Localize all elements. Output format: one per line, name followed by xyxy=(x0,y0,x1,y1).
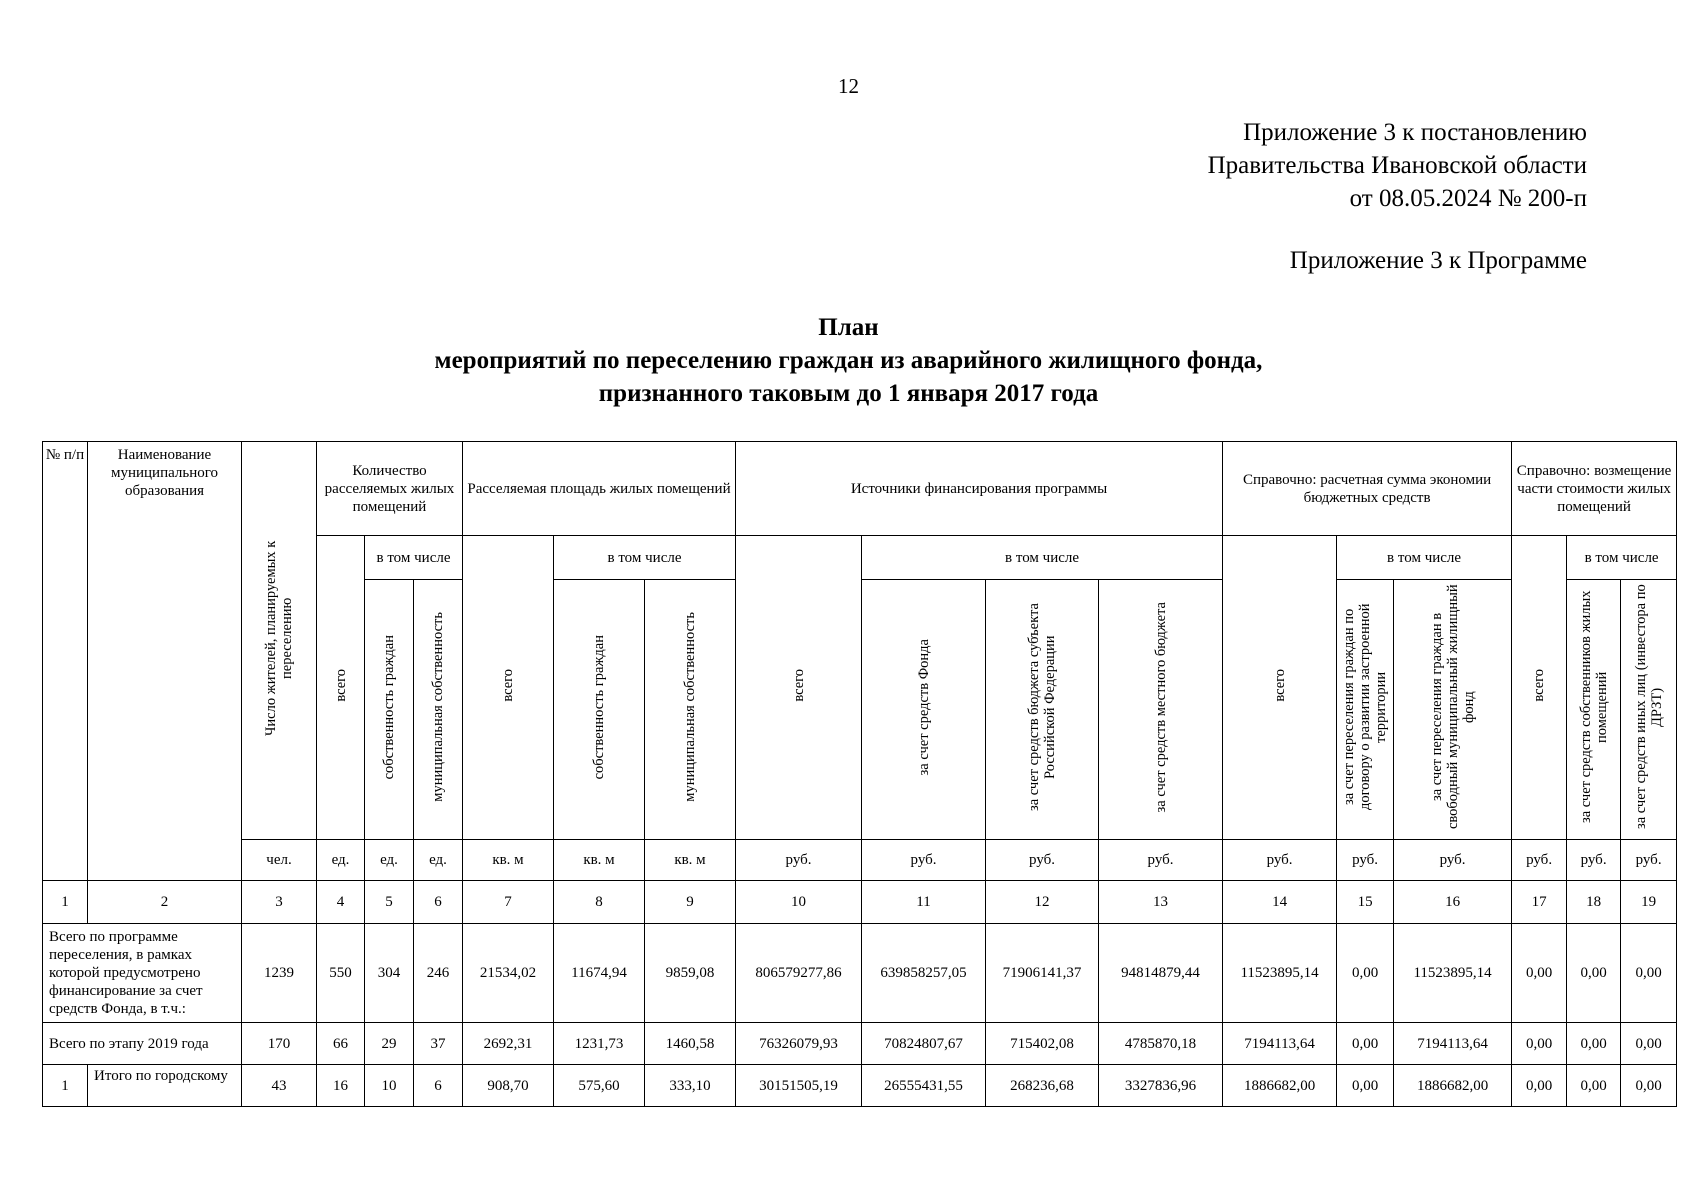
header-premises-group: Количество расселяемых жилых помещений xyxy=(317,442,463,536)
row-value: 66 xyxy=(317,1023,365,1065)
header-reimbursement-group: Справочно: возмещение части стоимости жилых помещений xyxy=(1512,442,1677,536)
row-value: 11523895,14 xyxy=(1223,924,1337,1023)
row-value: 0,00 xyxy=(1512,1023,1567,1065)
row-value: 76326079,93 xyxy=(736,1023,862,1065)
unit-cell: кв. м xyxy=(463,840,554,881)
header-reimbursement-other: за счет средств иных лиц (инвестора по ДРЗТ) xyxy=(1621,580,1677,840)
column-number: 12 xyxy=(986,881,1099,924)
row-label: Всего по программе переселения, в рамках которой предусмотрено финансирование за счет средств Фонда, в т.ч.: xyxy=(43,924,242,1023)
table-row-program-total xyxy=(43,924,1677,1023)
row-value: 0,00 xyxy=(1512,924,1567,1023)
row-value: 3327836,96 xyxy=(1099,1065,1223,1107)
row-value: 9859,08 xyxy=(645,924,736,1023)
header-area-group: Расселяемая площадь жилых помещений xyxy=(463,442,736,536)
unit-cell: руб. xyxy=(1567,840,1621,881)
column-number: 8 xyxy=(554,881,645,924)
row-value: 7194113,64 xyxy=(1394,1023,1512,1065)
row-value: 7194113,64 xyxy=(1223,1023,1337,1065)
row-value: 170 xyxy=(242,1023,317,1065)
row-value: 94814879,44 xyxy=(1099,924,1223,1023)
header-municipality: Наименование муниципального образования xyxy=(88,442,242,881)
unit-cell: руб. xyxy=(1223,840,1337,881)
row-value: 0,00 xyxy=(1621,924,1677,1023)
table-row-city-total xyxy=(43,1065,1677,1107)
row-value: 550 xyxy=(317,924,365,1023)
row-value: 43 xyxy=(242,1065,317,1107)
unit-cell: руб. xyxy=(736,840,862,881)
row-value: 71906141,37 xyxy=(986,924,1099,1023)
column-number: 4 xyxy=(317,881,365,924)
unit-cell: кв. м xyxy=(645,840,736,881)
row-value: 908,70 xyxy=(463,1065,554,1107)
unit-cell: ед. xyxy=(414,840,463,881)
unit-cell: руб. xyxy=(1621,840,1677,881)
row-number: 1 xyxy=(43,1065,88,1107)
unit-cell: чел. xyxy=(242,840,317,881)
column-number: 1 xyxy=(43,881,88,924)
header-reimbursement-owners: за счет средств собственников жилых помещений xyxy=(1567,580,1621,840)
resettlement-plan-table xyxy=(42,441,1677,1107)
row-value: 0,00 xyxy=(1512,1065,1567,1107)
row-value: 715402,08 xyxy=(986,1023,1099,1065)
row-value: 0,00 xyxy=(1337,1065,1394,1107)
header-economy-free-fund: за счет переселения граждан в свободный муниципальный жилищный фонд xyxy=(1394,580,1512,840)
row-value: 11674,94 xyxy=(554,924,645,1023)
page-number: 12 xyxy=(838,74,859,98)
row-label: Итого по городскому xyxy=(88,1065,242,1107)
column-number: 19 xyxy=(1621,881,1677,924)
unit-cell: руб. xyxy=(1337,840,1394,881)
unit-cell: руб. xyxy=(1394,840,1512,881)
row-value: 21534,02 xyxy=(463,924,554,1023)
row-value: 246 xyxy=(414,924,463,1023)
column-numbers-row xyxy=(43,881,1677,924)
header-area-total: всего xyxy=(463,536,554,840)
row-value: 0,00 xyxy=(1567,1023,1621,1065)
row-value: 806579277,86 xyxy=(736,924,862,1023)
row-value: 304 xyxy=(365,924,414,1023)
appendix-line-1: Приложение 3 к постановлению xyxy=(1243,119,1587,146)
column-number: 11 xyxy=(862,881,986,924)
row-value: 0,00 xyxy=(1567,924,1621,1023)
header-economy-development: за счет переселения граждан по договору о развитии застроенной территории xyxy=(1337,580,1394,840)
row-value: 0,00 xyxy=(1621,1065,1677,1107)
column-number: 14 xyxy=(1223,881,1337,924)
column-number: 15 xyxy=(1337,881,1394,924)
header-funding-local-budget: за счет средств местного бюджета xyxy=(1099,580,1223,840)
row-value: 0,00 xyxy=(1337,1023,1394,1065)
title-line-3: признанного таковым до 1 января 2017 года xyxy=(598,380,1099,407)
header-premises-including: в том числе xyxy=(365,536,463,580)
unit-cell: руб. xyxy=(986,840,1099,881)
row-value: 1886682,00 xyxy=(1223,1065,1337,1107)
header-economy-total: всего xyxy=(1223,536,1337,840)
row-value: 2692,31 xyxy=(463,1023,554,1065)
column-number: 17 xyxy=(1512,881,1567,924)
column-number: 13 xyxy=(1099,881,1223,924)
header-reimbursement-total: всего xyxy=(1512,536,1567,840)
row-value: 1460,58 xyxy=(645,1023,736,1065)
header-funding-group: Источники финансирования программы xyxy=(736,442,1223,536)
row-value: 1239 xyxy=(242,924,317,1023)
appendix-line-3: от 08.05.2024 № 200-п xyxy=(1349,185,1587,212)
header-economy-group: Справочно: расчетная сумма экономии бюджетных средств xyxy=(1223,442,1512,536)
header-funding-total: всего xyxy=(736,536,862,840)
column-number: 6 xyxy=(414,881,463,924)
column-number: 2 xyxy=(88,881,242,924)
header-funding-including: в том числе xyxy=(862,536,1223,580)
unit-cell: ед. xyxy=(365,840,414,881)
row-value: 639858257,05 xyxy=(862,924,986,1023)
title-line-2: мероприятий по переселению граждан из аварийного жилищного фонда, xyxy=(434,347,1263,374)
units-row xyxy=(43,840,1677,881)
header-funding-subject-budget: за счет средств бюджета субъекта Российской Федерации xyxy=(986,580,1099,840)
row-label: Всего по этапу 2019 года xyxy=(43,1023,242,1065)
row-value: 0,00 xyxy=(1621,1023,1677,1065)
row-value: 4785870,18 xyxy=(1099,1023,1223,1065)
unit-cell: руб. xyxy=(862,840,986,881)
header-premises-municipal: муниципальная собственность xyxy=(414,580,463,840)
column-number: 3 xyxy=(242,881,317,924)
column-number: 9 xyxy=(645,881,736,924)
unit-cell: кв. м xyxy=(554,840,645,881)
row-value: 30151505,19 xyxy=(736,1065,862,1107)
unit-cell: ед. xyxy=(317,840,365,881)
column-number: 7 xyxy=(463,881,554,924)
row-value: 29 xyxy=(365,1023,414,1065)
table-row-stage-2019 xyxy=(43,1023,1677,1065)
row-value: 26555431,55 xyxy=(862,1065,986,1107)
document-title xyxy=(0,311,1697,410)
title-line-1: План xyxy=(818,314,879,341)
row-value: 575,60 xyxy=(554,1065,645,1107)
row-value: 333,10 xyxy=(645,1065,736,1107)
header-funding-fund: за счет средств Фонда xyxy=(862,580,986,840)
row-value: 268236,68 xyxy=(986,1065,1099,1107)
row-value: 0,00 xyxy=(1337,924,1394,1023)
row-value: 0,00 xyxy=(1567,1065,1621,1107)
row-value: 11523895,14 xyxy=(1394,924,1512,1023)
header-area-municipal: муниципальная собственность xyxy=(645,580,736,840)
header-reimbursement-including: в том числе xyxy=(1567,536,1677,580)
row-value: 6 xyxy=(414,1065,463,1107)
header-residents: Число жителей, планируемых к переселению xyxy=(242,442,317,840)
appendix-program: Приложение 3 к Программе xyxy=(1289,247,1587,274)
row-value: 1886682,00 xyxy=(1394,1065,1512,1107)
row-value: 70824807,67 xyxy=(862,1023,986,1065)
header-economy-including: в том числе xyxy=(1337,536,1512,580)
column-number: 18 xyxy=(1567,881,1621,924)
header-premises-citizens: собственность граждан xyxy=(365,580,414,840)
appendix-header xyxy=(1208,116,1587,215)
header-num: № п/п xyxy=(43,442,88,881)
unit-cell: руб. xyxy=(1099,840,1223,881)
header-area-including: в том числе xyxy=(554,536,736,580)
header-premises-total: всего xyxy=(317,536,365,840)
header-area-citizens: собственность граждан xyxy=(554,580,645,840)
column-number: 10 xyxy=(736,881,862,924)
row-value: 37 xyxy=(414,1023,463,1065)
column-number: 5 xyxy=(365,881,414,924)
unit-cell: руб. xyxy=(1512,840,1567,881)
header-row-1 xyxy=(43,442,1677,536)
column-number: 16 xyxy=(1394,881,1512,924)
row-value: 1231,73 xyxy=(554,1023,645,1065)
row-value: 10 xyxy=(365,1065,414,1107)
appendix-line-2: Правительства Ивановской области xyxy=(1207,152,1587,179)
row-value: 16 xyxy=(317,1065,365,1107)
